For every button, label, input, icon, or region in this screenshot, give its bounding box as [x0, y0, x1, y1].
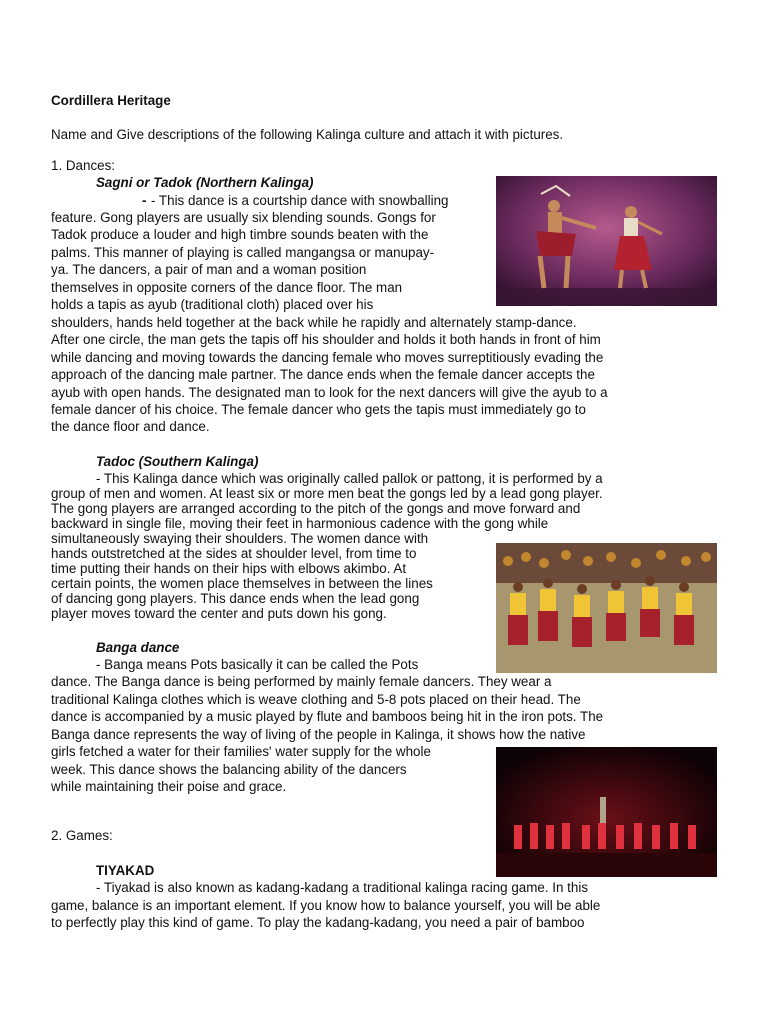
dance2-line-1: group of men and women. At least six or more men beat the gongs led by a lead gong player.: [51, 486, 603, 501]
photo-courtship-dance: [496, 176, 717, 306]
page-heading: Cordillera Heritage: [51, 93, 171, 108]
dance3-line-4: Banga dance represents the way of living of the people in Kalinga, it shows how the native: [51, 727, 586, 742]
dance1-line-12: female dancer of his choice. The female dancer who gets the tapis must immediately go to: [51, 402, 586, 417]
game-title-tiyakad: TIYAKAD: [96, 863, 155, 878]
dance1-line-8: After one circle, the man gets the tapis off his shoulder and holds it both hands in front of him: [51, 332, 601, 347]
dance-title-banga: Banga dance: [96, 640, 180, 655]
dance1-line-4: ya. The dancers, a pair of man and a woman position: [51, 262, 367, 277]
dance2-line-3: backward in single file, moving their feet in harmonious cadence with the gong while: [51, 516, 549, 531]
game1-line-1: game, balance is an important element. If you know how to balance yourself, you will be able: [51, 898, 601, 913]
dance2-line-6: time putting their hands on their hips with elbows akimbo. At: [51, 561, 407, 576]
dance1-line-7: shoulders, hands held together at the back while he rapidly and alternately stamp-dance.: [51, 315, 577, 330]
dance1-line-11: ayub with open hands. The designated man to look for the next dancers will give the ayub to a: [51, 385, 608, 400]
dance2-line-2: The gong players are arranged according to the pitch of the gongs and move forward and: [51, 501, 581, 516]
dance2-line-4: simultaneously swaying their shoulders. The women dance with: [51, 531, 429, 546]
dance-title-sagni: Sagni or Tadok (Northern Kalinga): [96, 175, 314, 190]
photo-tadoc-dance-crowd: [496, 543, 717, 673]
dance1-line-13: the dance floor and dance.: [51, 419, 210, 434]
dance1-line-5: themselves in opposite corners of the dance floor. The man: [51, 280, 403, 295]
dance2-line-5: hands outstretched at the sides at shoulder level, from time to: [51, 546, 417, 561]
dance3-line-2: traditional Kalinga clothes which is weave clothing and 5-8 pots placed on their head. The: [51, 692, 581, 707]
dance-title-tadoc: Tadoc (Southern Kalinga): [96, 454, 259, 469]
dance1-line-1: feature. Gong players are usually six blending sounds. Gongs for: [51, 210, 436, 225]
dance1-line-0: - This dance is a courtship dance with snowballing: [151, 193, 449, 208]
dance3-line-1: dance. The Banga dance is being performed by mainly female dancers. They wear a: [51, 674, 552, 689]
dash: -: [142, 193, 147, 208]
dance1-line-2: Tadok produce a louder and high timbre sounds beaten with the: [51, 227, 429, 242]
dance1-line-6: holds a tapis as ayub (traditional cloth) placed over his: [51, 297, 374, 312]
section-label-games: 2. Games:: [51, 828, 113, 843]
dance3-line-3: dance is accompanied by a music played by flute and bamboos being hit in the iron pots. The: [51, 709, 604, 724]
game1-line-2: to perfectly play this kind of game. To play the kadang-kadang, you need a pair of bamboo: [51, 915, 585, 930]
section-label-dances: 1. Dances:: [51, 158, 116, 173]
dance2-line-7: certain points, the women place themselves in between the lines: [51, 576, 433, 591]
dance3-line-6: week. This dance shows the balancing ability of the dancers: [51, 762, 407, 777]
dance2-line-9: player moves toward the center and puts down his gong.: [51, 606, 387, 621]
dance3-line-5: girls fetched a water for their families' water supply for the whole: [51, 744, 431, 759]
intro-text: Name and Give descriptions of the following Kalinga culture and attach it with pictures.: [51, 127, 564, 142]
dance3-line-7: while maintaining their poise and grace.: [51, 779, 287, 794]
dance2-line-0: - This Kalinga dance which was originally called pallok or pattong, it is performed by a: [96, 471, 603, 486]
dance1-line-10: approach of the dancing male partner. The dance ends when the female dancer accepts the: [51, 367, 595, 382]
dance1-line-9: while dancing and moving towards the dancing female who moves surreptitiously evading the: [51, 350, 604, 365]
photo-banga-dance-stage: [496, 747, 717, 877]
dance2-line-8: of dancing gong players. This dance ends when the lead gong: [51, 591, 420, 606]
dance3-line-0: - Banga means Pots basically it can be called the Pots: [96, 657, 419, 672]
game1-line-0: - Tiyakad is also known as kadang-kadang a traditional kalinga racing game. In this: [96, 880, 589, 895]
dance1-line-3: palms. This manner of playing is called mangangsa or manupay-: [51, 245, 435, 260]
